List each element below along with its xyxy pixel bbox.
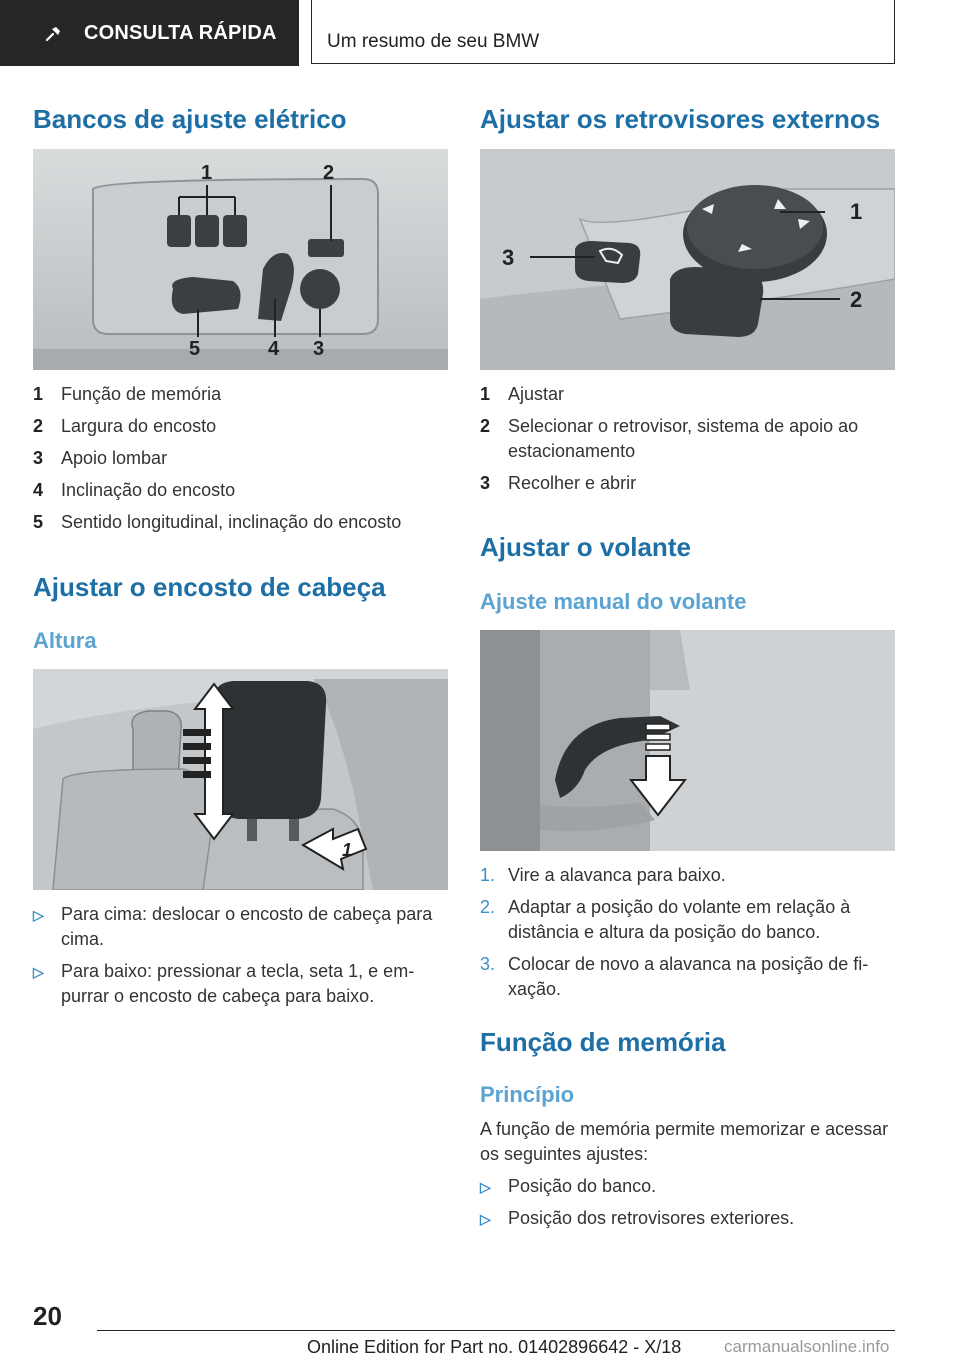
figure-steering-lever [480,630,895,851]
chapter-subtitle: Um resumo de seu BMW [327,31,540,52]
list-item: 2. Adaptar a posição do volante em relação à distância e altura da posição do banco. [480,897,851,942]
triangle-bullet-icon: ▷ [33,907,44,923]
list-item: 4 Inclinação do encosto [33,480,236,500]
figure-seat-controls [33,149,448,370]
memory-settings [480,1174,896,1238]
list-item: ▷ Posição dos retrovisores exteriores. [480,1206,896,1231]
list-item: 5 Sentido longitudinal, inclinação do encosto [33,512,402,532]
heading-steering-wheel: Ajustar o volante [480,532,691,562]
figure-label: 1 [850,199,863,224]
figure-label: 2 [850,287,863,312]
list-item: 3 Recolher e abrir [480,473,637,493]
section-tab-label: CONSULTA RÁPIDA [84,21,277,44]
section-tab[interactable] [0,0,299,66]
memory-intro: A função de memória permite memorizar e acessar os seguintes ajustes: [480,1119,889,1164]
triangle-bullet-icon: ▷ [33,964,44,980]
subheading-manual-adjust: Ajuste manual do volante [480,589,747,614]
footer-watermark: carmanualsonline.info [724,1337,890,1356]
heading-headrest: Ajustar o encosto de cabeça [33,572,386,602]
page-number: 20 [33,1301,62,1331]
list-item: 3 Apoio lombar [33,448,168,468]
list-item: ▷ Para baixo: pressionar a tecla, seta 1, e empurrar o encosto de cabeça para baixo. [33,961,415,1006]
figure-label: 5 [189,338,201,360]
list-item: 1. Vire a alavanca para baixo. [480,865,726,885]
list-item: 2 Selecionar o retrovisor, sistema de apoio ao estacionamento [480,416,859,461]
subheading-height: Altura [33,628,97,653]
list-item: 1 Ajustar [480,384,565,404]
list-item: ▷ Posição do banco. [480,1174,896,1199]
list-item: 2 Largura do encosto [33,416,217,436]
pin-icon [44,23,64,43]
figure-mirror-controls [480,149,895,370]
seat-controls-legend [33,382,449,542]
page-header [0,0,960,66]
figure-label: 1 [201,162,213,184]
list-item: 1 Função de memória [33,384,222,404]
mirror-controls-legend [480,382,896,503]
headrest-instructions [33,902,449,1016]
triangle-bullet-icon: ▷ [480,1179,491,1195]
heading-electric-seats: Bancos de ajuste elétrico [33,104,347,134]
heading-mirrors: Ajustar os retrovisores externos [480,104,881,134]
figure-label: 3 [313,338,325,360]
footer-divider [97,1330,895,1331]
figure-headrest [33,669,448,890]
chapter-subtitle-box [311,0,895,64]
figure-label: 1 [342,840,353,860]
subheading-principle: Princípio [480,1082,575,1107]
heading-memory-function: Função de memória [480,1027,726,1057]
list-item: ▷ Para cima: deslocar o encosto de cabeça para cima. [33,904,433,949]
steering-steps [480,863,896,1009]
triangle-bullet-icon: ▷ [480,1211,491,1227]
figure-label: 2 [323,162,335,184]
figure-label: 3 [502,245,515,270]
figure-label: 4 [268,338,280,360]
footer-edition: Online Edition for Part no. 01402896642 - X/18 [307,1337,682,1357]
list-item: 3. Colocar de novo a alavanca na posição de fixação. [480,954,869,999]
